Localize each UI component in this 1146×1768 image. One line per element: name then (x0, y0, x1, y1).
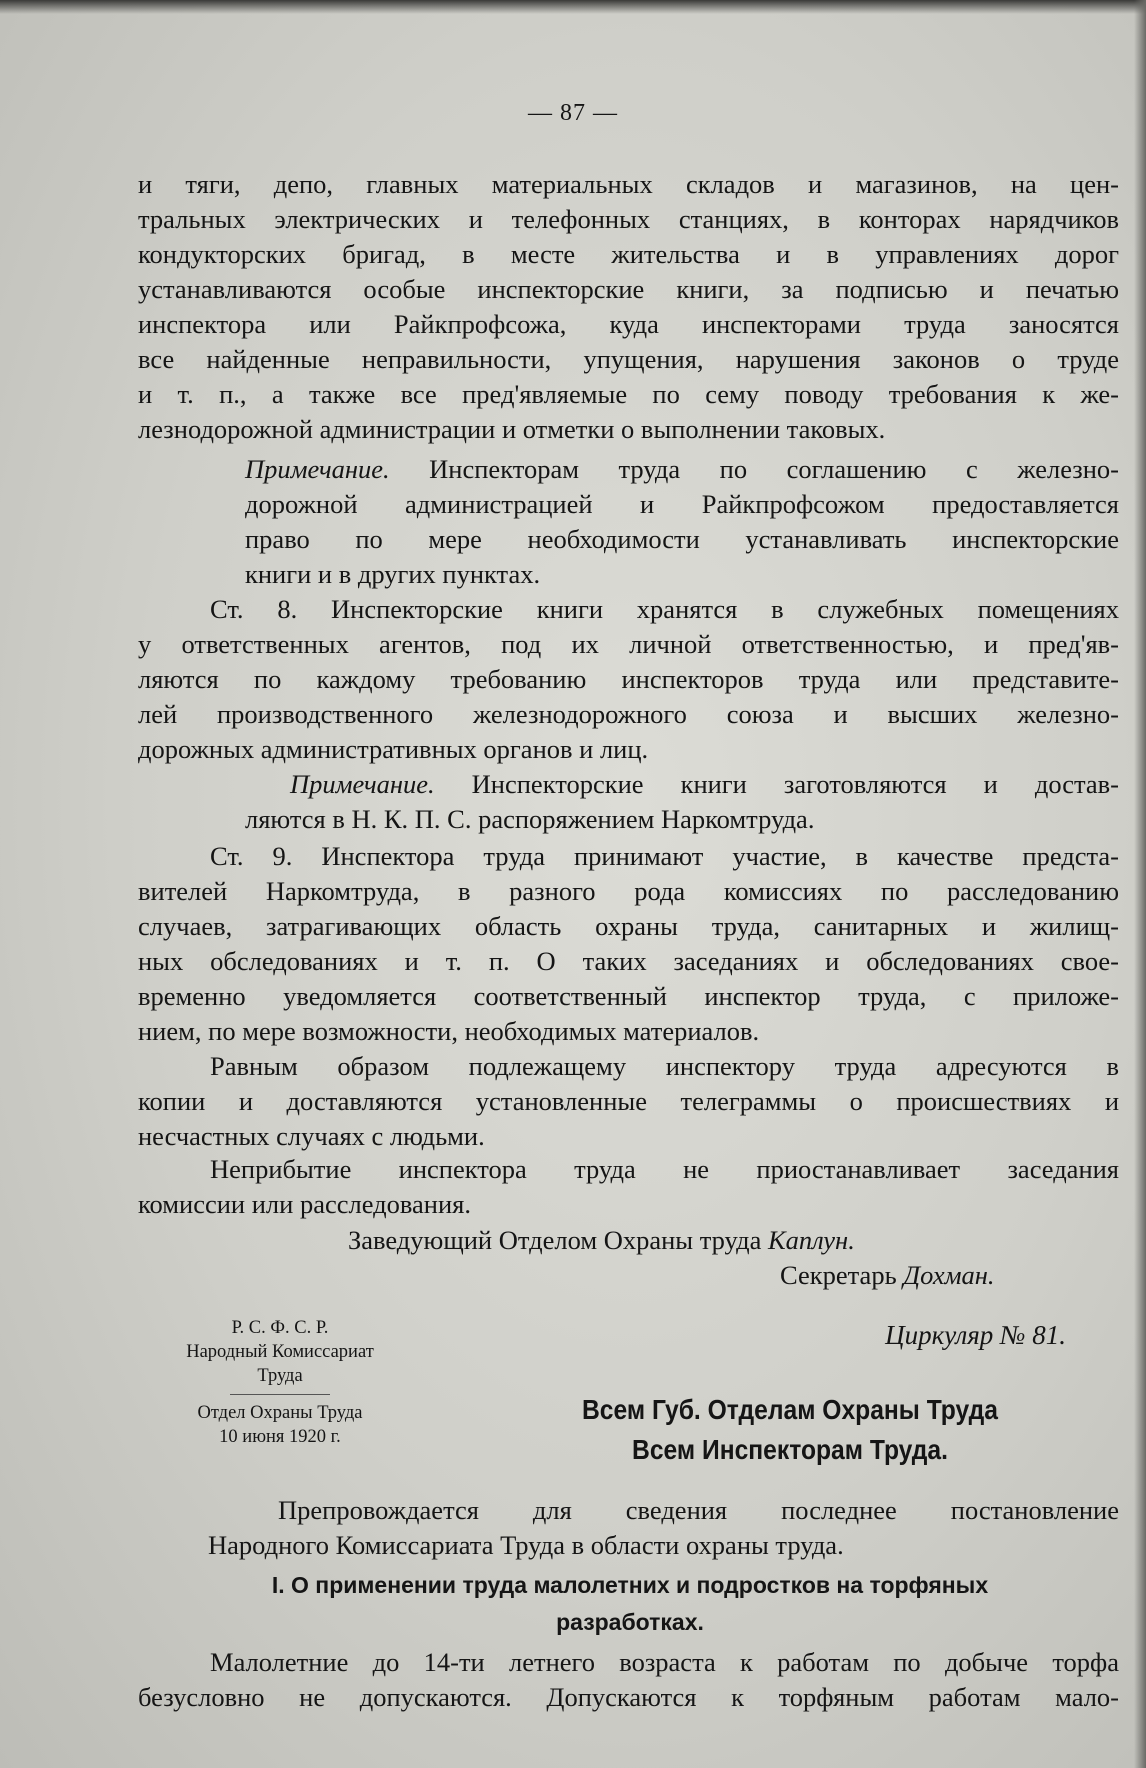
text-line: Препровождается для сведения последнее постановление (278, 1495, 1119, 1525)
text-line: Ст. 8. Инспекторские книги хранятся в служебных помещениях (210, 594, 1119, 624)
signature-title: Заведующий Отделом Охраны труда (348, 1225, 768, 1255)
text-line: Ст. 9. Инспектора труда принимают участие, в качестве предста- (210, 841, 1119, 871)
text-line: ных обследованиях и т. п. О таких заседаниях и обследованиях свое- (138, 946, 1119, 976)
commissariat-label: Народный Комиссариат (186, 1342, 374, 1362)
text-line: ляются по каждому требованию инспекторов труда или представите- (138, 664, 1119, 694)
text-line: Равным образом подлежащему инспектору труда адресуются в (210, 1051, 1119, 1081)
text-line: безусловно не допускаются. Допускаются к торфяным работам мало- (138, 1682, 1119, 1712)
paragraph-absence (138, 1152, 1119, 1222)
paragraph-telegrams (138, 1049, 1119, 1154)
issuer-block (140, 1316, 420, 1449)
note-text: книги и в других пунктах. (245, 559, 541, 589)
note-text: дорожной администрацией и Райкпрофсожом предоставляется (245, 489, 1119, 519)
text-line: Малолетние до 14-ти летнего возраста к работам по добыче торфа (210, 1647, 1119, 1677)
circular-number: Циркуляр № 81. (885, 1320, 1066, 1350)
page-number: — 87 — (528, 100, 618, 126)
section-title-line: I. О применении труда малолетних и подростков на торфяных (271, 1572, 989, 1598)
paragraph-inspection-books (138, 167, 1119, 447)
divider (230, 1394, 330, 1395)
text-line: лей производственного железнодорожного союза и высших железно- (138, 699, 1119, 729)
signature-head (348, 1225, 855, 1256)
text-line: Неприбытие инспектора труда не приостанавливает заседания (210, 1154, 1119, 1184)
signature-secretary (780, 1260, 995, 1291)
text-line: и т. п., а также все пред'являемые по сему поводу требования к же- (138, 379, 1119, 409)
article-8 (138, 592, 1119, 767)
text-line: Народного Комиссариата Труда в области охраны труда. (208, 1530, 844, 1560)
text-line: и тяги, депо, главных материальных складов и магазинов, на цен- (138, 169, 1119, 199)
text-line: дорожных административных органов и лиц. (138, 734, 649, 764)
address-line: Всем Губ. Отделам Охраны Труда (582, 1394, 998, 1425)
note-text: Инспекторские книги заготовляются и достав- (471, 769, 1119, 799)
text-line: у ответственных агентов, под их личной ответственностью, и пред'яв- (138, 629, 1119, 659)
text-line: нием, по мере возможности, необходимых материалов. (138, 1016, 760, 1046)
commissariat-label-2: Труда (257, 1366, 303, 1386)
note-text: Инспекторам труда по соглашению с железно- (429, 454, 1120, 484)
text-line: тральных электрических и телефонных станциях, в конторах нарядчиков (138, 204, 1119, 234)
republic-label: Р. С. Ф. С. Р. (231, 1318, 329, 1338)
date-label: 10 июня 1920 г. (219, 1427, 341, 1447)
note-1 (245, 452, 1119, 592)
department-label: Отдел Охраны Труда (197, 1403, 363, 1423)
signature-name: Каплун. (767, 1225, 855, 1255)
text-line: все найденные неправильности, упущения, нарушения законов о труде (138, 344, 1119, 374)
text-line: случаев, затрагивающих область охраны труда, санитарных и жилищ- (138, 911, 1119, 941)
text-line: кондукторских бригад, в месте жительства и в управлениях дорог (138, 239, 1119, 269)
note-label: Примечание. (245, 454, 390, 484)
text-line: устанавливаются особые инспекторские книги, за подписью и печатью (138, 274, 1119, 304)
text-line: вителей Наркомтруда, в разного рода комиссиях по расследованию (138, 876, 1119, 906)
intro-paragraph (208, 1493, 1119, 1563)
signature-name: Дохман. (903, 1260, 995, 1290)
address-line: Всем Инспекторам Труда. (632, 1434, 948, 1465)
note-2 (245, 767, 1119, 837)
signature-title: Секретарь (780, 1260, 904, 1290)
text-line: комиссии или расследования. (138, 1189, 471, 1219)
text-line: лезнодорожной администрации и отметки о выполнении таковых. (138, 414, 886, 444)
note-label: Примечание. (290, 769, 435, 799)
note-text: право по мере необходимости устанавливать инспекторские (245, 524, 1119, 554)
text-line: копии и доставляются установленные телеграммы о происшествиях и (138, 1086, 1119, 1116)
section-title (200, 1567, 1060, 1641)
final-paragraph (138, 1645, 1119, 1715)
text-line: несчастных случаях с людьми. (138, 1121, 485, 1151)
text-line: временно уведомляется соответственный инспектор труда, с приложе- (138, 981, 1119, 1011)
article-9 (138, 839, 1119, 1049)
note-text: ляются в Н. К. П. С. распоряжением Наркомтруда. (245, 804, 815, 834)
text-line: инспектора или Райкпрофсожа, куда инспекторами труда заносятся (138, 309, 1119, 339)
section-title-line: разработках. (556, 1609, 704, 1635)
address-block (482, 1390, 1098, 1470)
